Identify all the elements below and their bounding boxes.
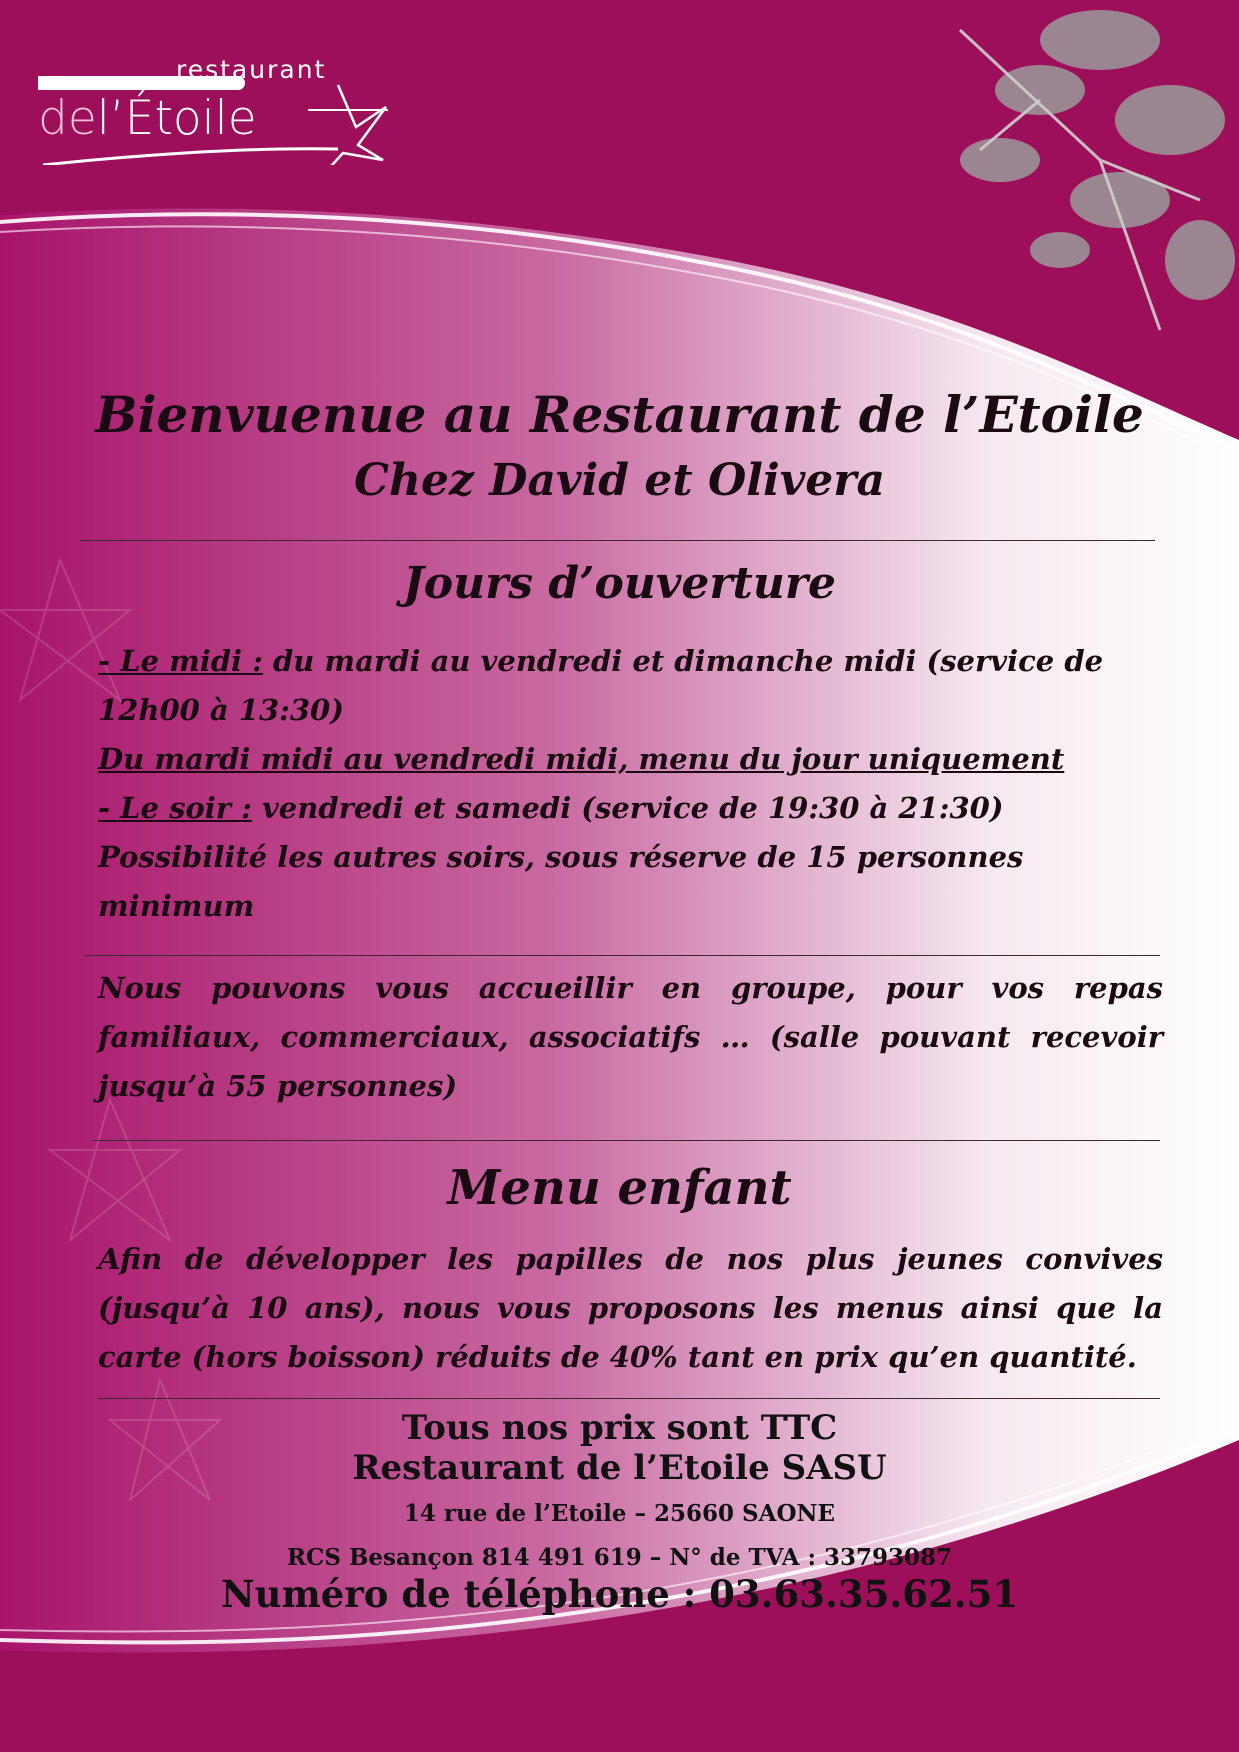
daily-menu-note: Du mardi midi au vendredi midi, menu du jour uniquement: [98, 742, 1065, 776]
opening-hours-block: [98, 637, 1163, 931]
welcome-subtitle: Chez David et Olivera: [354, 455, 885, 506]
evening-line: [98, 784, 1163, 833]
registration-info: RCS Besançon 814 491 619 – N° de TVA : 33793087: [286, 1544, 953, 1571]
group-booking-text: Nous pouvons vous accueillir en groupe, pour vos repas familiaux, commerciaux, associatifs … (salle pouvant recevoir jusqu’à 55 personnes): [98, 971, 1163, 1103]
divider: [92, 1140, 1160, 1141]
lunch-text: du mardi au vendredi et dimanche midi (service de 12h00 à 13:30): [98, 644, 1104, 727]
logo-restaurant-text: restaurant: [176, 55, 327, 84]
logo-etoile-text: l’Étoile: [96, 91, 257, 146]
divider: [98, 1398, 1160, 1399]
lunch-line: [98, 637, 1163, 735]
logo-de-text: de: [38, 91, 97, 146]
address: 14 rue de l’Etoile – 25660 SAONE: [403, 1500, 836, 1527]
lunch-label: - Le midi :: [98, 644, 263, 678]
divider: [80, 540, 1155, 541]
kids-menu-text: Afin de développer les papilles de nos plus jeunes convives (jusqu’à 10 ans), nous vous proposons les menus ainsi que la carte (hors boisson) réduits de 40% tant en prix qu’en quantité.: [98, 1242, 1163, 1374]
kids-menu-heading: Menu enfant: [447, 1160, 792, 1216]
other-evenings-note: Possibilité les autres soirs, sous réserve de 15 personnes minimum: [98, 840, 1024, 923]
opening-days-heading: Jours d’ouverture: [402, 558, 837, 609]
restaurant-logo: [38, 55, 398, 165]
welcome-title: Bienvuenue au Restaurant de l’Etoile: [95, 385, 1144, 444]
company-name: Restaurant de l’Etoile SASU: [352, 1448, 887, 1488]
footer-block: [0, 1408, 1239, 1578]
logo-name: [38, 91, 257, 146]
evening-label: - Le soir :: [98, 791, 252, 825]
evening-text: vendredi et samedi (service de 19:30 à 21:30): [251, 791, 1004, 825]
ttc-note: Tous nos prix sont TTC: [401, 1408, 838, 1448]
divider: [85, 955, 1160, 956]
phone-number: Numéro de téléphone : 03.63.35.62.51: [220, 1572, 1019, 1616]
